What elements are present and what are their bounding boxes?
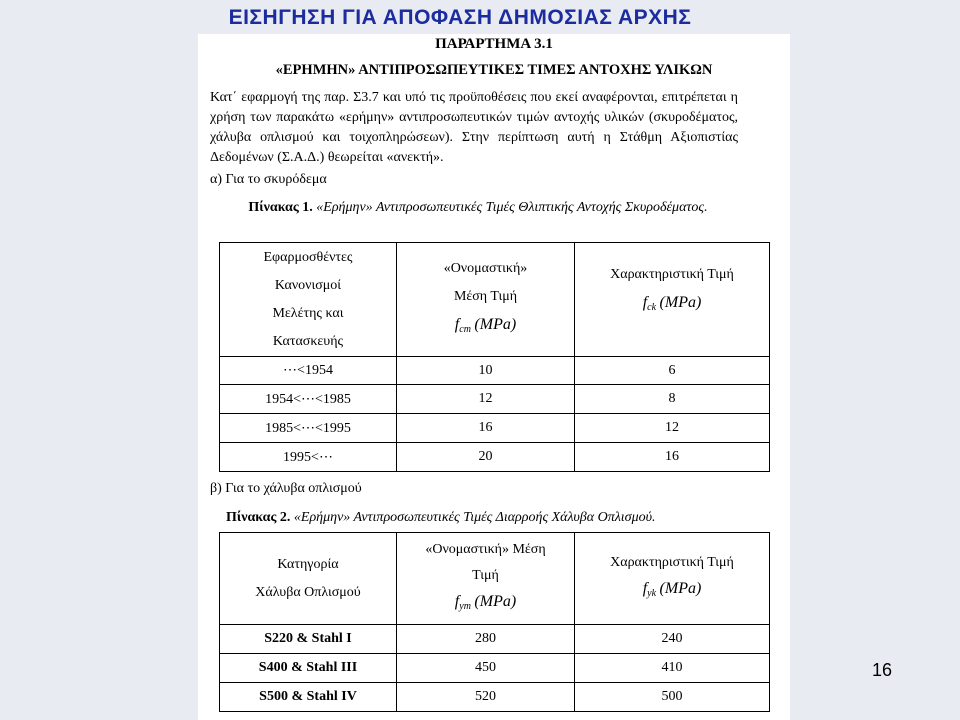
header-line: Χαρακτηριστική Τιμή (610, 267, 734, 282)
table-row (220, 683, 770, 712)
table-cell: 1995<⋯ (220, 443, 397, 472)
header-formula (575, 576, 769, 607)
formula-unit: (MPa) (474, 316, 517, 333)
table1-caption-text: «Ερήμην» Αντιπροσωπευτικές Τιμές Θλιπτικής Αντοχής Σκυροδέματος. (316, 200, 708, 215)
table-row (220, 625, 770, 654)
table2-header-mean (397, 533, 575, 625)
table-cell: 10 (397, 357, 575, 385)
header-line: Τιμή (472, 568, 499, 583)
document-subject: «ΕΡΗΜΗΝ» ΑΝΤΙΠΡΟΣΩΠΕΥΤΙΚΕΣ ΤΙΜΕΣ ΑΝΤΟΧΗΣ ΥΛΙΚΩΝ (275, 62, 713, 78)
table-cell: 12 (397, 385, 575, 414)
header-line: Κατηγορία (277, 556, 339, 572)
header-line: Μέση Τιμή (453, 289, 518, 304)
table-cell: 450 (397, 654, 575, 683)
slide-title: ΕΙΣΗΓΗΣΗ ΓΙΑ ΑΠΟΦΑΣΗ ΔΗΜΟΣΙΑΣ ΑΡΧΗΣ (228, 6, 692, 29)
table-cell: ⋯<1954 (220, 357, 397, 385)
appendix-title: ΠΑΡΑΡΤΗΜΑ 3.1 (435, 36, 553, 52)
header-line: Μελέτης και (272, 305, 344, 321)
table-cell: S400 & Stahl III (220, 654, 397, 683)
table1-header-mean (397, 243, 575, 357)
formula-unit: (MPa) (659, 294, 702, 311)
table-cell: 20 (397, 443, 575, 472)
table-cell: 500 (575, 683, 770, 712)
intro-paragraph: Κατ΄ εφαρμογή της παρ. Σ3.7 και υπό τις προϋποθέσεις που εκεί αναφέρονται, επιτρέπεται η χρήση των παρακάτω «ερήμην» αντιπροσωπευτικών τιμών αντοχής υλικών (σκυροδέματος, χάλυβα οπλισμού και τοιχοπληρώσεων). Στην περίπτωση αυτή η Στάθμη Αξιοπιστίας Δεδομένων (Σ.Α.Δ.) θεωρείται «ανεκτή». (210, 90, 738, 165)
formula-symbol: f (642, 294, 648, 311)
table-cell: 1954<⋯<1985 (220, 385, 397, 414)
table-cell: S220 & Stahl I (220, 625, 397, 654)
table-row (220, 414, 770, 443)
scanned-document (198, 34, 790, 720)
table2-header-category (220, 533, 397, 625)
section-a-heading: α) Για το σκυρόδεμα (210, 172, 327, 187)
header-line: Εφαρμοσθέντες (263, 249, 353, 265)
header-line: «Ονομαστική» (443, 261, 528, 276)
formula-symbol: f (642, 580, 648, 597)
section-b-heading: β) Για το χάλυβα οπλισμού (210, 481, 362, 496)
concrete-strength-table (219, 242, 770, 472)
table-cell: 1985<⋯<1995 (220, 414, 397, 443)
table-cell: 6 (575, 357, 770, 385)
table-cell: S500 & Stahl IV (220, 683, 397, 712)
table2-caption (226, 508, 786, 527)
table-row (220, 443, 770, 472)
table-cell: 16 (397, 414, 575, 443)
header-line: Κανονισμοί (274, 277, 342, 293)
header-line: Κατασκευής (272, 333, 344, 349)
header-line: Χάλυβα Οπλισμού (255, 584, 361, 600)
header-formula (397, 311, 574, 344)
table-row (220, 385, 770, 414)
table-cell: 520 (397, 683, 575, 712)
steel-yield-table (219, 532, 770, 712)
table-cell: 280 (397, 625, 575, 654)
table-row (220, 654, 770, 683)
table1-header-regulations (220, 243, 397, 357)
table2-caption-text: «Ερήμην» Αντιπροσωπευτικές Τιμές Διαρροής Χάλυβα Οπλισμού. (293, 510, 656, 525)
formula-subscript: cm (459, 324, 471, 335)
table2-header-row (220, 533, 770, 625)
table2-header-characteristic (575, 533, 770, 625)
table1-caption (248, 198, 708, 217)
table-cell: 8 (575, 385, 770, 414)
formula-unit: (MPa) (474, 593, 517, 610)
header-line: Χαρακτηριστική Τιμή (610, 555, 734, 570)
formula-symbol: f (454, 316, 460, 333)
table-cell: 12 (575, 414, 770, 443)
table-cell: 16 (575, 443, 770, 472)
header-line: «Ονομαστική» Μέση (425, 542, 546, 557)
formula-subscript: yk (647, 588, 657, 599)
header-formula (575, 289, 769, 322)
header-formula (397, 589, 574, 620)
formula-unit: (MPa) (659, 580, 702, 597)
table-cell: 240 (575, 625, 770, 654)
page-number: 16 (872, 660, 893, 680)
table1-caption-label: Πίνακας 1. (248, 200, 313, 215)
formula-subscript: ym (459, 601, 471, 612)
table-row (220, 357, 770, 385)
table-cell: 410 (575, 654, 770, 683)
formula-symbol: f (454, 593, 460, 610)
table2-caption-label: Πίνακας 2. (226, 510, 291, 525)
table1-header-row (220, 243, 770, 357)
table1-header-characteristic (575, 243, 770, 357)
formula-subscript: ck (647, 302, 657, 313)
